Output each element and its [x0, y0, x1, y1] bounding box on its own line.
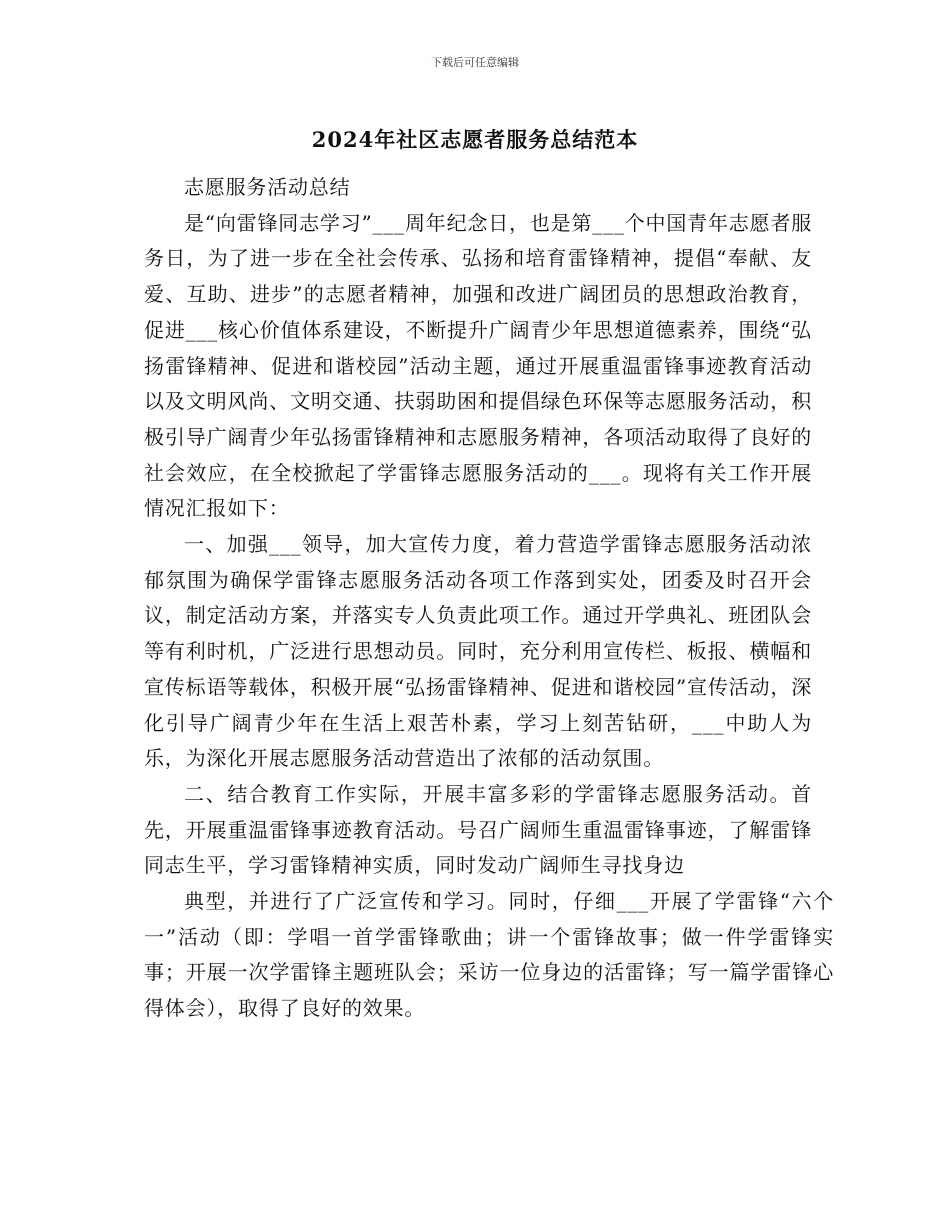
page-header-note: 下载后可任意编辑: [431, 56, 519, 69]
paragraph-intro: 是“向雷锋同志学习”___周年纪念日，也是第___个中国青年志愿者服务日，为了进一步在全社会传承、弘扬和培育雷锋精神，提倡“奉献、友爱、互助、进步”的志愿者精神，加强和改进广阔团员的思想政治教育，促进___核心价值体系建设，不断提升广阔青少年思想道德素养，围绕“弘扬雷锋精神、促进和谐校园”活动主题，通过开展重温雷锋事迹教育活动以及文明风尚、文明交通、扶弱助困和提倡绿色环保等志愿服务活动，积极引导广阔青少年弘扬雷锋精神和志愿服务精神，各项活动取得了良好的社会效应，在全校掀起了学雷锋志愿服务活动的___。现将有关工作开展情况汇报如下：: [144, 210, 812, 521]
document-body: [144, 170, 834, 1027]
paragraph-continuation: 典型，并进行了广泛宣传和学习。同时，仔细___开展了学雷锋“六个一”活动（即：学唱一首学雷锋歌曲；讲一个雷锋故事；做一件学雷锋实事；开展一次学雷锋主题班队会；采访一位身边的活雷锋；写一篇学雷锋心得体会），取得了良好的效果。: [144, 889, 834, 1021]
paragraph-subtitle: 志愿服务活动总结: [184, 175, 351, 199]
document-title: 2024年社区志愿者服务总结范本: [311, 127, 639, 152]
paragraph-section-two: 二、结合教育工作实际，开展丰富多彩的学雷锋志愿服务活动。首先，开展重温雷锋事迹教育活动。号召广阔师生重温雷锋事迹，了解雷锋同志生平，学习雷锋精神实质，同时发动广阔师生寻找身边: [144, 781, 812, 878]
paragraph-section-one: 一、加强___领导，加大宣传力度，着力营造学雷锋志愿服务活动浓郁氛围为确保学雷锋志愿服务活动各项工作落到实处，团委及时召开会议，制定活动方案，并落实专人负责此项工作。通过开学典礼、班团队会等有利时机，广泛进行思想动员。同时，充分利用宣传栏、板报、横幅和宣传标语等载体，积极开展“弘扬雷锋精神、促进和谐校园”宣传活动，深化引导广阔青少年在生活上艰苦朴素，学习上刻苦钻研，___中助人为乐，为深化开展志愿服务活动营造出了浓郁的活动氛围。: [144, 532, 812, 771]
